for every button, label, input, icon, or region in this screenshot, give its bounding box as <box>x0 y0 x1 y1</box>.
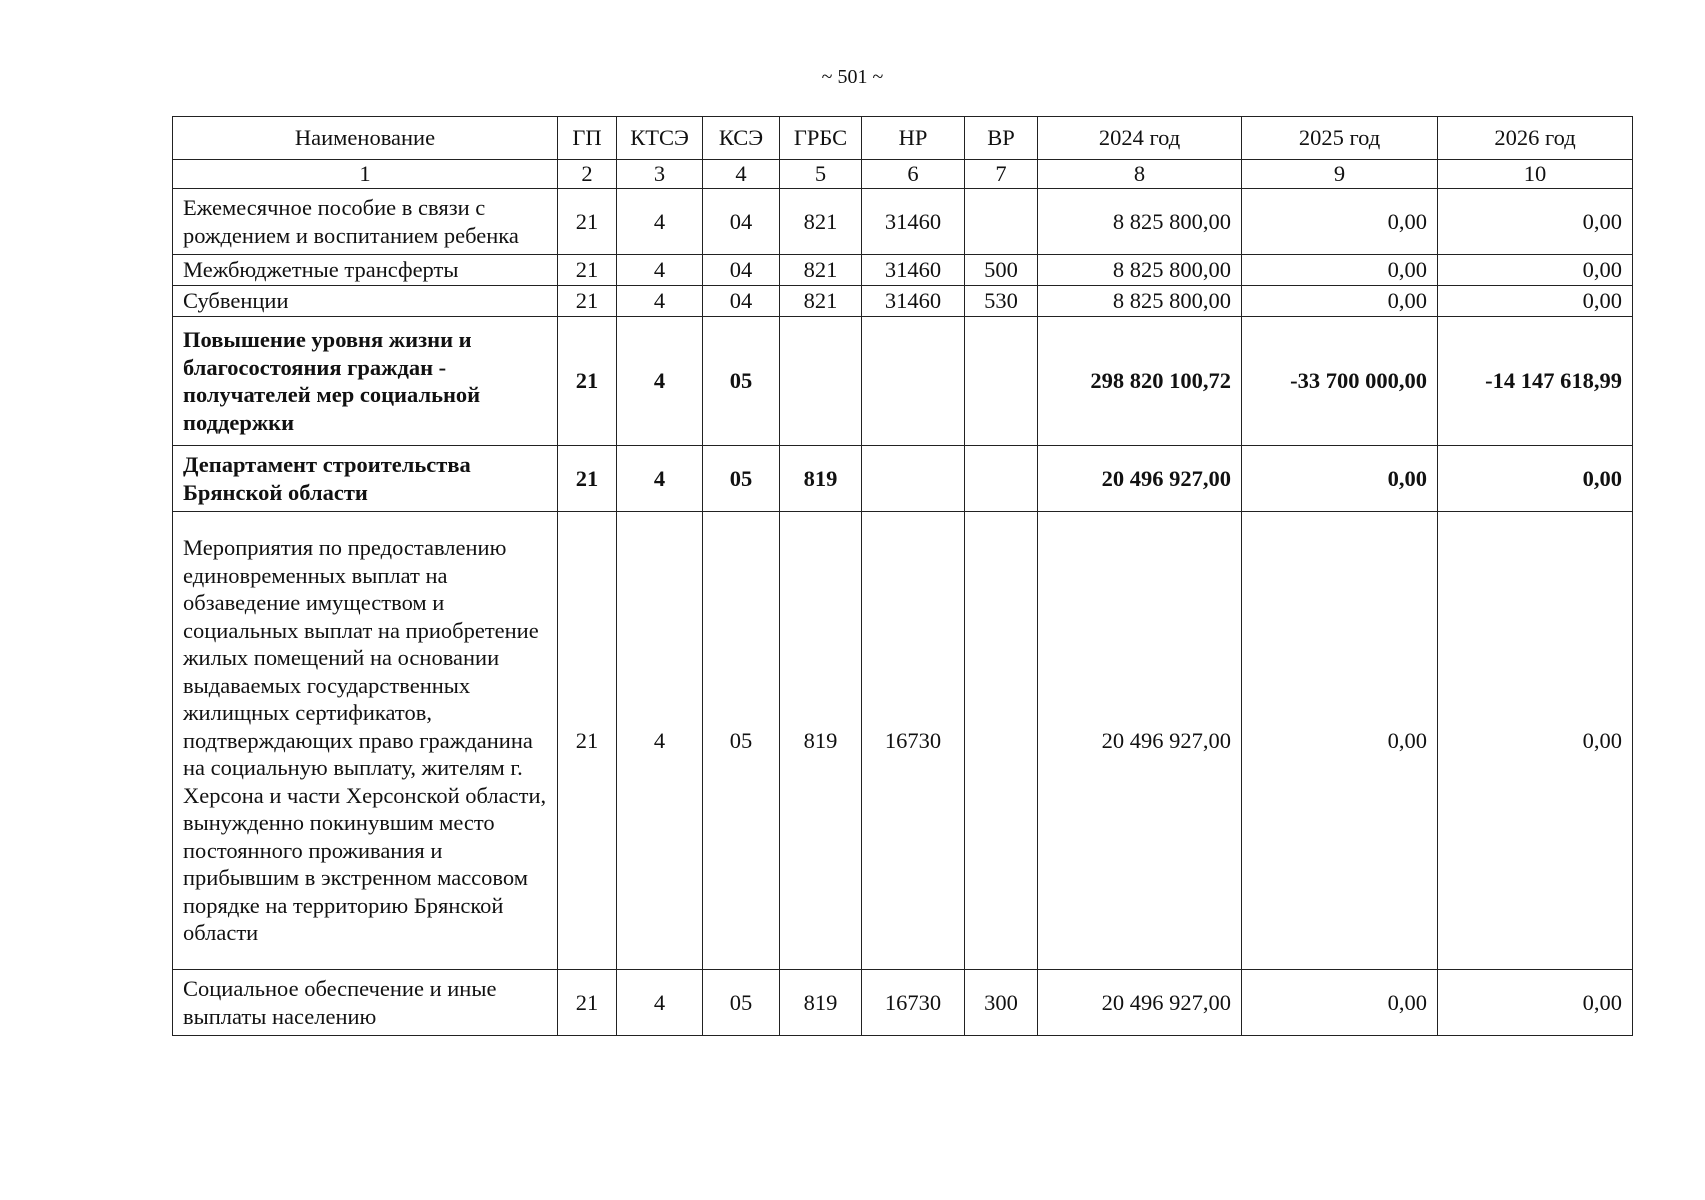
cell-grbs: 819 <box>780 970 862 1036</box>
column-number: 6 <box>862 160 965 189</box>
cell-vr: 300 <box>965 970 1038 1036</box>
cell-2026: 0,00 <box>1438 286 1633 317</box>
table-row <box>173 512 1633 970</box>
cell-2024: 20 496 927,00 <box>1038 446 1242 512</box>
table-row <box>173 286 1633 317</box>
cell-ktse: 4 <box>617 286 703 317</box>
cell-2025: 0,00 <box>1242 446 1438 512</box>
header-vr: ВР <box>965 117 1038 160</box>
cell-nr: 16730 <box>862 970 965 1036</box>
cell-grbs: 819 <box>780 512 862 970</box>
table-body <box>173 189 1633 1036</box>
cell-grbs: 821 <box>780 255 862 286</box>
cell-ktse: 4 <box>617 512 703 970</box>
cell-nr: 31460 <box>862 286 965 317</box>
column-number: 3 <box>617 160 703 189</box>
cell-kse: 04 <box>703 255 780 286</box>
cell-kse: 04 <box>703 286 780 317</box>
cell-nr: 16730 <box>862 512 965 970</box>
header-kse: КСЭ <box>703 117 780 160</box>
header-2025: 2025 год <box>1242 117 1438 160</box>
cell-nr <box>862 446 965 512</box>
cell-vr <box>965 446 1038 512</box>
cell-ktse: 4 <box>617 970 703 1036</box>
column-number: 5 <box>780 160 862 189</box>
cell-gp: 21 <box>558 255 617 286</box>
cell-grbs: 819 <box>780 446 862 512</box>
cell-2026: -14 147 618,99 <box>1438 317 1633 446</box>
cell-ktse: 4 <box>617 446 703 512</box>
cell-vr <box>965 512 1038 970</box>
cell-ktse: 4 <box>617 189 703 255</box>
cell-name: Мероприятия по предоставлению единовременных выплат на обзаведение имуществом и социальных выплат на приобретение жилых помещений на основании выдаваемых государственных жилищных сертификатов, подтверждающих право гражданина на социальную выплату, жителям г. Херсона и части Херсонской области, вынужденно покинувшим место постоянного проживания и прибывшим в экстренном массовом порядке на территорию Брянской области <box>173 512 558 970</box>
cell-name: Субвенции <box>173 286 558 317</box>
cell-kse: 05 <box>703 970 780 1036</box>
cell-nr <box>862 317 965 446</box>
cell-gp: 21 <box>558 189 617 255</box>
cell-gp: 21 <box>558 286 617 317</box>
column-number: 10 <box>1438 160 1633 189</box>
header-2026: 2026 год <box>1438 117 1633 160</box>
cell-2025: 0,00 <box>1242 255 1438 286</box>
cell-2024: 20 496 927,00 <box>1038 512 1242 970</box>
cell-gp: 21 <box>558 512 617 970</box>
cell-vr <box>965 189 1038 255</box>
cell-2025: -33 700 000,00 <box>1242 317 1438 446</box>
cell-2025: 0,00 <box>1242 970 1438 1036</box>
cell-2026: 0,00 <box>1438 255 1633 286</box>
cell-gp: 21 <box>558 970 617 1036</box>
header-2024: 2024 год <box>1038 117 1242 160</box>
column-number-row <box>173 160 1633 189</box>
cell-2026: 0,00 <box>1438 512 1633 970</box>
cell-name: Межбюджетные трансферты <box>173 255 558 286</box>
cell-2024: 298 820 100,72 <box>1038 317 1242 446</box>
header-ktse: КТСЭ <box>617 117 703 160</box>
cell-vr: 500 <box>965 255 1038 286</box>
cell-grbs: 821 <box>780 286 862 317</box>
cell-name: Департамент строительства Брянской области <box>173 446 558 512</box>
cell-kse: 05 <box>703 512 780 970</box>
cell-2025: 0,00 <box>1242 286 1438 317</box>
cell-name: Ежемесячное пособие в связи с рождением и воспитанием ребенка <box>173 189 558 255</box>
page-number: ~ 501 ~ <box>821 66 884 88</box>
header-grbs: ГРБС <box>780 117 862 160</box>
cell-kse: 05 <box>703 446 780 512</box>
cell-2025: 0,00 <box>1242 189 1438 255</box>
cell-nr: 31460 <box>862 189 965 255</box>
cell-nr: 31460 <box>862 255 965 286</box>
cell-2026: 0,00 <box>1438 189 1633 255</box>
cell-2026: 0,00 <box>1438 446 1633 512</box>
table-row <box>173 970 1633 1036</box>
header-row <box>173 117 1633 160</box>
table-row <box>173 189 1633 255</box>
column-number: 2 <box>558 160 617 189</box>
column-number: 8 <box>1038 160 1242 189</box>
cell-2026: 0,00 <box>1438 970 1633 1036</box>
cell-grbs: 821 <box>780 189 862 255</box>
cell-2024: 8 825 800,00 <box>1038 189 1242 255</box>
cell-ktse: 4 <box>617 255 703 286</box>
cell-gp: 21 <box>558 317 617 446</box>
header-nr: НР <box>862 117 965 160</box>
cell-name: Социальное обеспечение и иные выплаты населению <box>173 970 558 1036</box>
cell-2025: 0,00 <box>1242 512 1438 970</box>
column-number: 4 <box>703 160 780 189</box>
cell-vr: 530 <box>965 286 1038 317</box>
cell-grbs <box>780 317 862 446</box>
cell-gp: 21 <box>558 446 617 512</box>
table-row <box>173 255 1633 286</box>
cell-vr <box>965 317 1038 446</box>
cell-kse: 04 <box>703 189 780 255</box>
table-row <box>173 317 1633 446</box>
header-gp: ГП <box>558 117 617 160</box>
cell-2024: 8 825 800,00 <box>1038 286 1242 317</box>
header-name: Наименование <box>173 117 558 160</box>
column-number: 1 <box>173 160 558 189</box>
cell-2024: 8 825 800,00 <box>1038 255 1242 286</box>
column-number: 7 <box>965 160 1038 189</box>
cell-name: Повышение уровня жизни и благосостояния граждан - получателей мер социальной поддержки <box>173 317 558 446</box>
budget-table <box>172 116 1633 1036</box>
cell-ktse: 4 <box>617 317 703 446</box>
cell-2024: 20 496 927,00 <box>1038 970 1242 1036</box>
table-row <box>173 446 1633 512</box>
cell-kse: 05 <box>703 317 780 446</box>
column-number: 9 <box>1242 160 1438 189</box>
